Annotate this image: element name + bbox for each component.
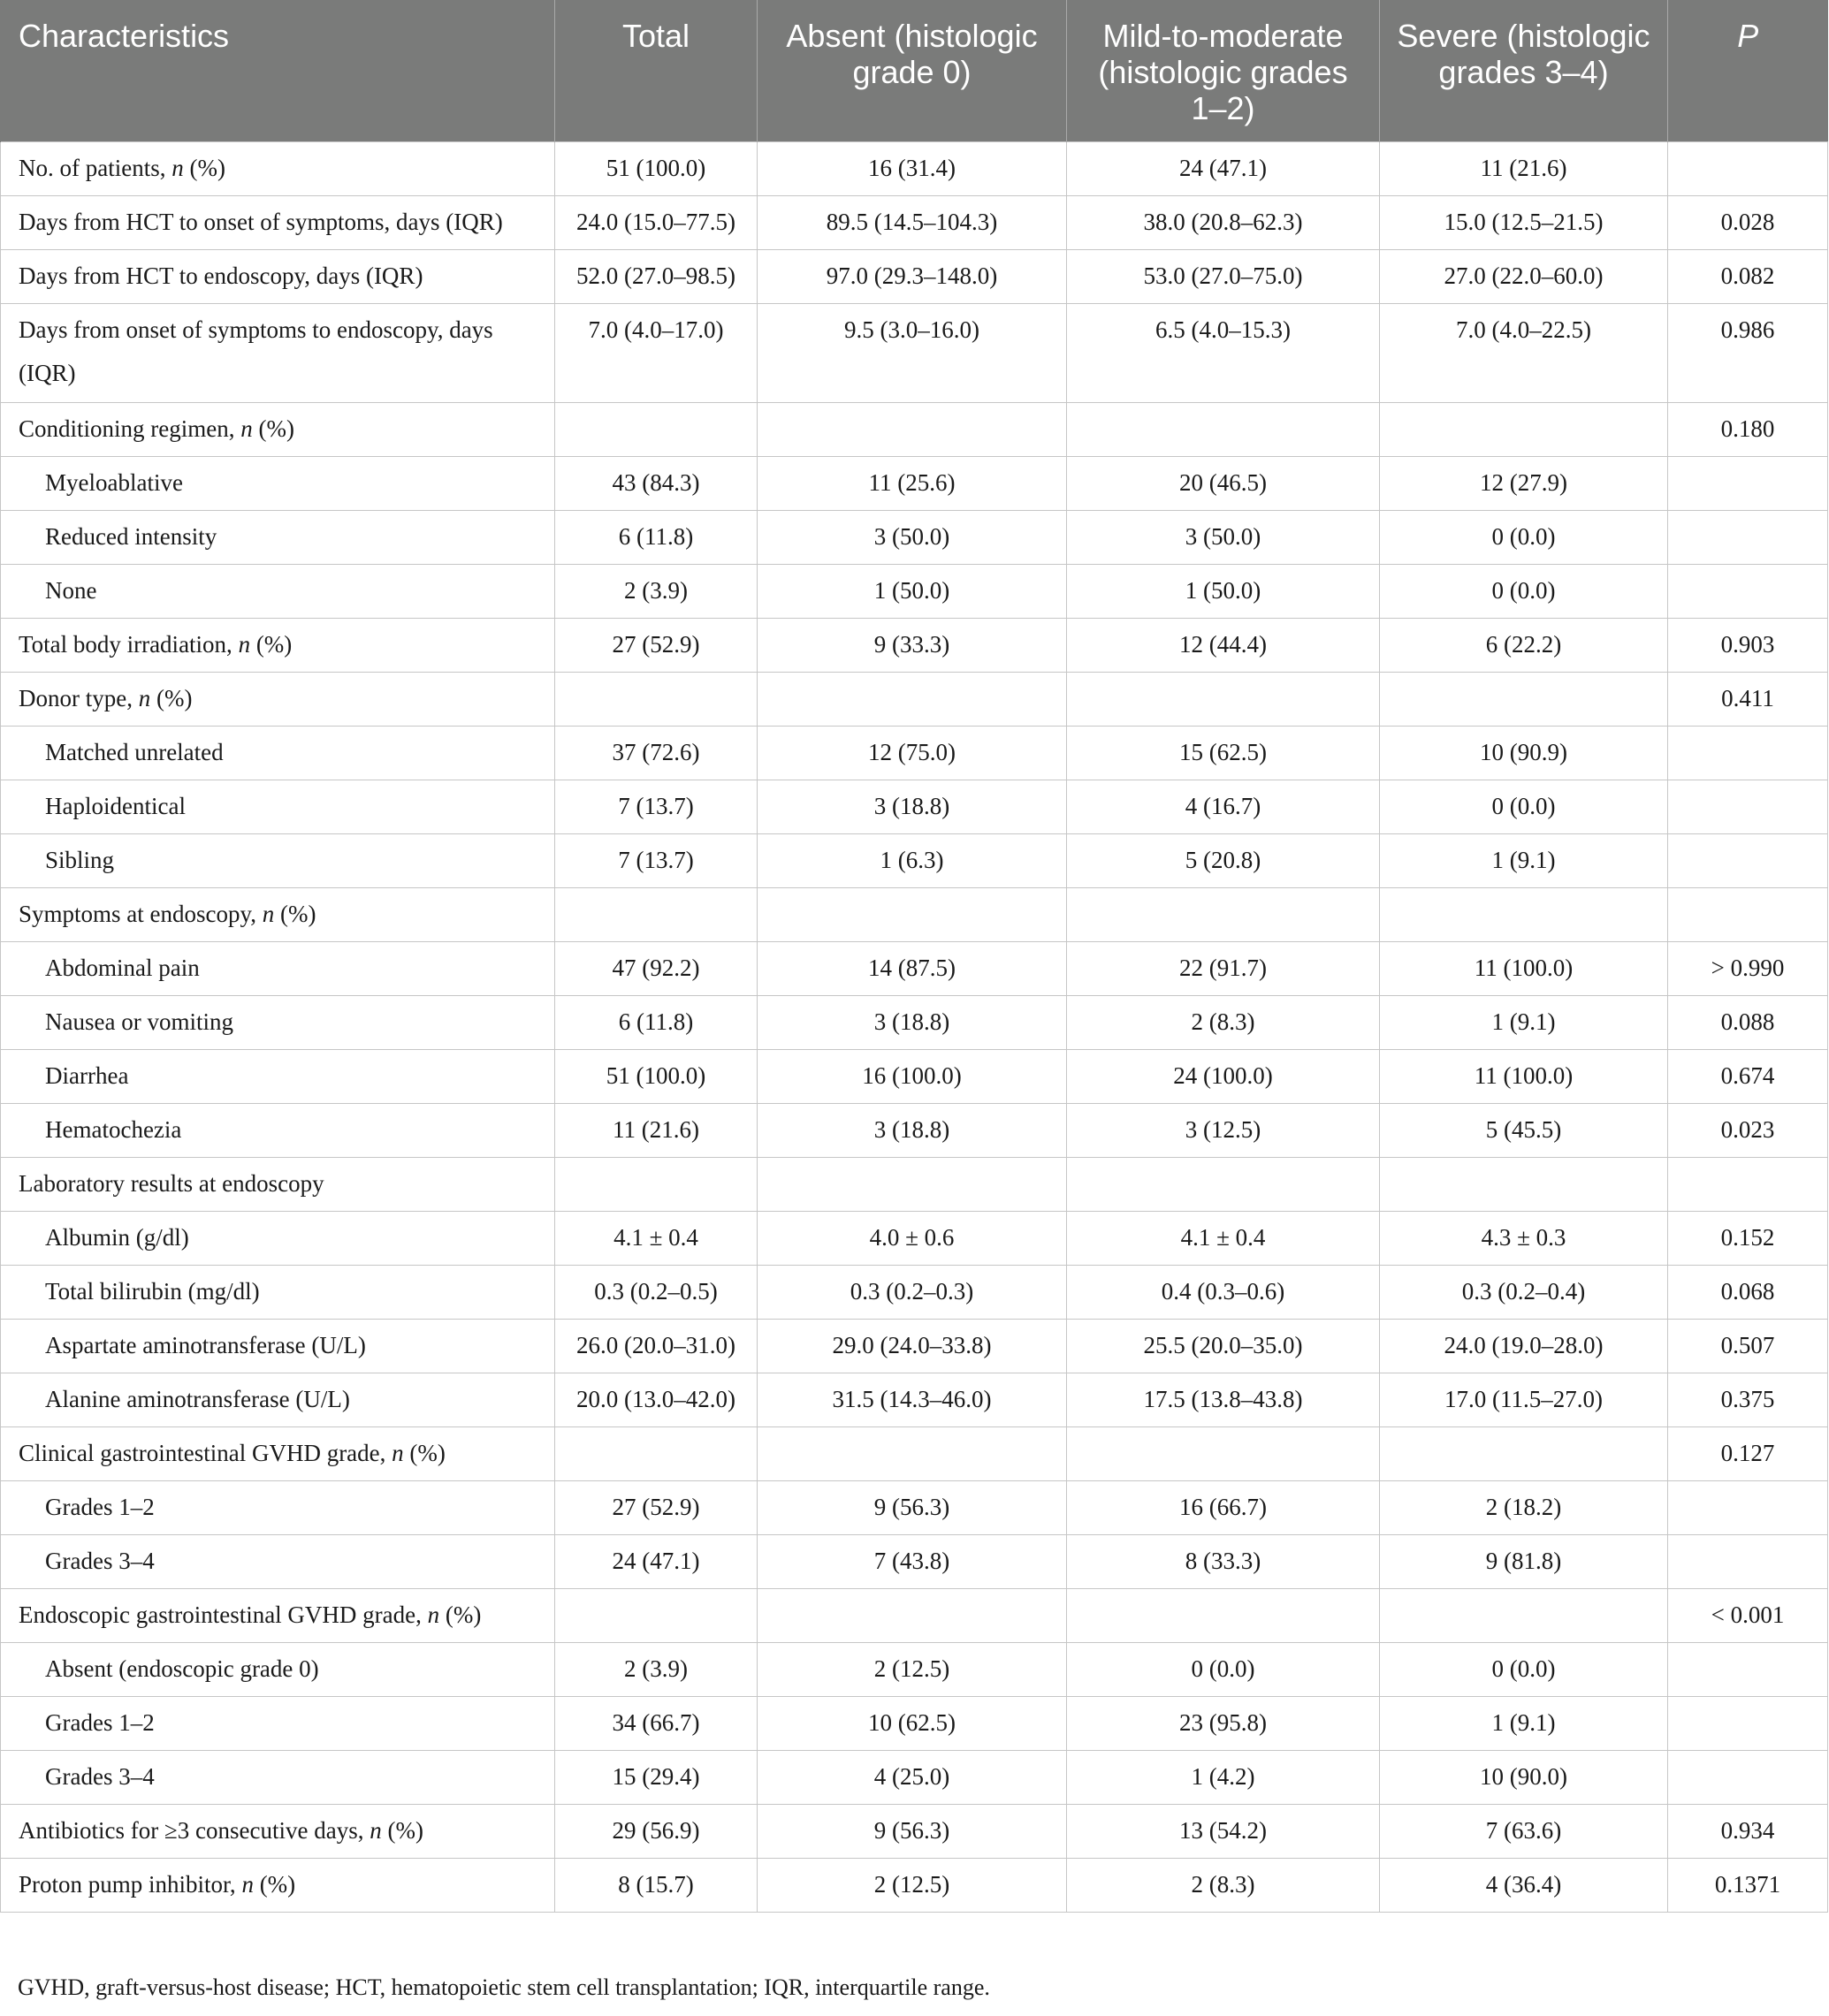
cell-total: 6 (11.8)	[555, 995, 758, 1049]
table-footnote: GVHD, graft-versus-host disease; HCT, hematopoietic stem cell transplantation; IQR, interquartile range.	[18, 1974, 990, 2000]
cell-total	[555, 1426, 758, 1480]
cell-absent	[758, 672, 1067, 726]
cell-absent: 0.3 (0.2–0.3)	[758, 1265, 1067, 1319]
row-label	[1, 1750, 555, 1804]
cell-total: 0.3 (0.2–0.5)	[555, 1265, 758, 1319]
cell-severe: 0 (0.0)	[1380, 780, 1668, 833]
cell-mild-to-moderate	[1067, 1588, 1380, 1642]
cell-severe: 24.0 (19.0–28.0)	[1380, 1319, 1668, 1373]
row-label	[1, 141, 555, 195]
row-label	[1, 887, 555, 941]
cell-mild-to-moderate: 25.5 (20.0–35.0)	[1067, 1319, 1380, 1373]
cell-total: 7 (13.7)	[555, 833, 758, 887]
cell-mild-to-moderate: 13 (54.2)	[1067, 1804, 1380, 1858]
row-label-italic-n: n	[240, 415, 253, 442]
row-label-suffix: (%)	[183, 154, 225, 181]
row-label-text: Grades 1–2	[45, 1493, 155, 1520]
cell-severe: 10 (90.9)	[1380, 726, 1668, 780]
cell-total: 6 (11.8)	[555, 510, 758, 564]
cell-total: 11 (21.6)	[555, 1103, 758, 1157]
row-label-text: None	[45, 576, 97, 604]
cell-absent: 1 (6.3)	[758, 833, 1067, 887]
row-label-suffix: (%)	[250, 630, 293, 658]
row-label	[1, 1211, 555, 1265]
table-row	[1, 456, 1828, 510]
row-label-italic-n: n	[238, 630, 251, 658]
table-row	[1, 249, 1828, 303]
table-row	[1, 1696, 1828, 1750]
table-row	[1, 1211, 1828, 1265]
cell-p-value: < 0.001	[1668, 1588, 1828, 1642]
cell-total: 27 (52.9)	[555, 618, 758, 672]
row-label	[1, 1804, 555, 1858]
cell-severe: 0 (0.0)	[1380, 510, 1668, 564]
cell-mild-to-moderate: 0.4 (0.3–0.6)	[1067, 1265, 1380, 1319]
row-label-text: Myeloablative	[45, 468, 183, 496]
table-row	[1, 887, 1828, 941]
table-row	[1, 1588, 1828, 1642]
table-row	[1, 303, 1828, 402]
cell-mild-to-moderate: 2 (8.3)	[1067, 1858, 1380, 1912]
cell-p-value	[1668, 141, 1828, 195]
cell-p-value	[1668, 887, 1828, 941]
cell-mild-to-moderate: 3 (50.0)	[1067, 510, 1380, 564]
row-label-suffix: (%)	[381, 1816, 423, 1844]
cell-p-value	[1668, 1696, 1828, 1750]
row-label	[1, 672, 555, 726]
cell-mild-to-moderate: 5 (20.8)	[1067, 833, 1380, 887]
table-row	[1, 995, 1828, 1049]
row-label-suffix: (%)	[253, 1870, 296, 1898]
cell-total: 8 (15.7)	[555, 1858, 758, 1912]
cell-absent: 2 (12.5)	[758, 1858, 1067, 1912]
row-label-text: Reduced intensity	[45, 522, 217, 550]
row-label-text: Endoscopic gastrointestinal GVHD grade,	[19, 1601, 428, 1628]
cell-p-value: 0.903	[1668, 618, 1828, 672]
cell-total: 47 (92.2)	[555, 941, 758, 995]
cell-absent: 9 (56.3)	[758, 1804, 1067, 1858]
row-label	[1, 780, 555, 833]
row-label-text: Donor type,	[19, 684, 139, 711]
cell-absent: 3 (18.8)	[758, 780, 1067, 833]
cell-total: 52.0 (27.0–98.5)	[555, 249, 758, 303]
table-row	[1, 941, 1828, 995]
row-label-text: Abdominal pain	[45, 954, 200, 981]
cell-mild-to-moderate	[1067, 887, 1380, 941]
row-label-text: Days from HCT to onset of symptoms, days (IQR)	[19, 208, 503, 235]
row-label	[1, 1588, 555, 1642]
cell-p-value	[1668, 780, 1828, 833]
row-label-text: Antibiotics for ≥3 consecutive days,	[19, 1816, 370, 1844]
row-label	[1, 1642, 555, 1696]
cell-absent	[758, 887, 1067, 941]
table-row	[1, 1534, 1828, 1588]
cell-total: 15 (29.4)	[555, 1750, 758, 1804]
row-label	[1, 1696, 555, 1750]
cell-absent: 12 (75.0)	[758, 726, 1067, 780]
cell-absent: 7 (43.8)	[758, 1534, 1067, 1588]
cell-total: 29 (56.9)	[555, 1804, 758, 1858]
cell-severe: 11 (100.0)	[1380, 1049, 1668, 1103]
cell-total: 34 (66.7)	[555, 1696, 758, 1750]
cell-mild-to-moderate	[1067, 1426, 1380, 1480]
cell-total	[555, 887, 758, 941]
row-label	[1, 995, 555, 1049]
table-row	[1, 780, 1828, 833]
cell-p-value: 0.127	[1668, 1426, 1828, 1480]
cell-severe: 6 (22.2)	[1380, 618, 1668, 672]
cell-severe: 4.3 ± 0.3	[1380, 1211, 1668, 1265]
cell-mild-to-moderate: 1 (4.2)	[1067, 1750, 1380, 1804]
cell-total: 51 (100.0)	[555, 141, 758, 195]
row-label-suffix: (%)	[403, 1439, 446, 1466]
cell-p-value: 0.375	[1668, 1373, 1828, 1426]
row-label	[1, 1103, 555, 1157]
cell-absent	[758, 1426, 1067, 1480]
cell-total: 7.0 (4.0–17.0)	[555, 303, 758, 402]
cell-absent	[758, 1157, 1067, 1211]
cell-p-value: 0.068	[1668, 1265, 1828, 1319]
header-absent: Absent (histologic grade 0)	[758, 0, 1067, 141]
cell-p-value	[1668, 564, 1828, 618]
cell-severe: 9 (81.8)	[1380, 1534, 1668, 1588]
row-label-text: No. of patients,	[19, 154, 172, 181]
row-label	[1, 1049, 555, 1103]
cell-p-value: 0.674	[1668, 1049, 1828, 1103]
row-label-text: Sibling	[45, 846, 115, 873]
row-label-text: Conditioning regimen,	[19, 415, 241, 442]
row-label	[1, 1373, 555, 1426]
cell-severe: 7.0 (4.0–22.5)	[1380, 303, 1668, 402]
cell-total: 37 (72.6)	[555, 726, 758, 780]
row-label-italic-n: n	[427, 1601, 440, 1628]
row-label-text: Hematochezia	[45, 1115, 182, 1143]
cell-severe: 0 (0.0)	[1380, 564, 1668, 618]
cell-total	[555, 1157, 758, 1211]
cell-absent: 11 (25.6)	[758, 456, 1067, 510]
cell-p-value: > 0.990	[1668, 941, 1828, 995]
row-label-italic-n: n	[171, 154, 184, 181]
cell-severe	[1380, 672, 1668, 726]
row-label-text: Days from HCT to endoscopy, days (IQR)	[19, 262, 423, 289]
cell-severe: 1 (9.1)	[1380, 995, 1668, 1049]
cell-mild-to-moderate: 53.0 (27.0–75.0)	[1067, 249, 1380, 303]
table-row	[1, 726, 1828, 780]
cell-total: 20.0 (13.0–42.0)	[555, 1373, 758, 1426]
row-label	[1, 833, 555, 887]
cell-severe	[1380, 1426, 1668, 1480]
cell-absent: 14 (87.5)	[758, 941, 1067, 995]
row-label-suffix: (%)	[439, 1601, 482, 1628]
cell-p-value: 0.023	[1668, 1103, 1828, 1157]
cell-mild-to-moderate: 0 (0.0)	[1067, 1642, 1380, 1696]
row-label	[1, 1534, 555, 1588]
cell-mild-to-moderate: 1 (50.0)	[1067, 564, 1380, 618]
table-row	[1, 195, 1828, 249]
row-label-text: Grades 3–4	[45, 1547, 155, 1574]
cell-mild-to-moderate: 15 (62.5)	[1067, 726, 1380, 780]
table-row	[1, 1642, 1828, 1696]
cell-severe: 27.0 (22.0–60.0)	[1380, 249, 1668, 303]
table-row	[1, 1804, 1828, 1858]
cell-total: 24.0 (15.0–77.5)	[555, 195, 758, 249]
cell-absent: 16 (31.4)	[758, 141, 1067, 195]
cell-mild-to-moderate: 24 (100.0)	[1067, 1049, 1380, 1103]
cell-total	[555, 402, 758, 456]
table-row	[1, 1750, 1828, 1804]
cell-mild-to-moderate: 24 (47.1)	[1067, 141, 1380, 195]
cell-severe: 15.0 (12.5–21.5)	[1380, 195, 1668, 249]
table-row	[1, 564, 1828, 618]
cell-p-value	[1668, 1157, 1828, 1211]
row-label-text: Total bilirubin (mg/dl)	[45, 1277, 260, 1305]
cell-absent: 9 (33.3)	[758, 618, 1067, 672]
cell-severe: 17.0 (11.5–27.0)	[1380, 1373, 1668, 1426]
cell-p-value: 0.028	[1668, 195, 1828, 249]
row-label-suffix: (%)	[252, 415, 294, 442]
table-row	[1, 618, 1828, 672]
row-label-text: Days from onset of symptoms to endoscopy, days (IQR)	[19, 316, 493, 386]
row-label-text: Grades 3–4	[45, 1762, 155, 1790]
cell-p-value: 0.082	[1668, 249, 1828, 303]
header-mild-to-moderate: Mild-to-moderate (histologic grades 1–2)	[1067, 0, 1380, 141]
cell-absent: 29.0 (24.0–33.8)	[758, 1319, 1067, 1373]
row-label	[1, 941, 555, 995]
row-label	[1, 456, 555, 510]
row-label-text: Matched unrelated	[45, 738, 224, 765]
cell-p-value: 0.411	[1668, 672, 1828, 726]
row-label	[1, 1480, 555, 1534]
cell-severe	[1380, 1157, 1668, 1211]
table-row	[1, 402, 1828, 456]
cell-severe: 2 (18.2)	[1380, 1480, 1668, 1534]
cell-mild-to-moderate: 22 (91.7)	[1067, 941, 1380, 995]
cell-absent	[758, 1588, 1067, 1642]
row-label	[1, 726, 555, 780]
row-label-italic-n: n	[262, 900, 275, 927]
row-label-text: Alanine aminotransferase (U/L)	[45, 1385, 350, 1412]
table-row	[1, 672, 1828, 726]
row-label-text: Total body irradiation,	[19, 630, 239, 658]
cell-mild-to-moderate: 8 (33.3)	[1067, 1534, 1380, 1588]
cell-severe	[1380, 402, 1668, 456]
cell-absent: 4.0 ± 0.6	[758, 1211, 1067, 1265]
row-label	[1, 1157, 555, 1211]
table-body	[1, 141, 1828, 1912]
cell-mild-to-moderate: 23 (95.8)	[1067, 1696, 1380, 1750]
cell-severe: 11 (21.6)	[1380, 141, 1668, 195]
cell-mild-to-moderate: 4.1 ± 0.4	[1067, 1211, 1380, 1265]
row-label	[1, 303, 555, 402]
row-label-text: Diarrhea	[45, 1061, 129, 1089]
cell-total: 26.0 (20.0–31.0)	[555, 1319, 758, 1373]
cell-severe: 7 (63.6)	[1380, 1804, 1668, 1858]
cell-p-value: 0.507	[1668, 1319, 1828, 1373]
row-label-text: Albumin (g/dl)	[45, 1223, 189, 1251]
cell-absent: 9.5 (3.0–16.0)	[758, 303, 1067, 402]
header-severe: Severe (histologic grades 3–4)	[1380, 0, 1668, 141]
cell-p-value	[1668, 1534, 1828, 1588]
row-label-text: Haploidentical	[45, 792, 186, 819]
row-label	[1, 1426, 555, 1480]
cell-severe: 12 (27.9)	[1380, 456, 1668, 510]
row-label-text: Proton pump inhibitor,	[19, 1870, 242, 1898]
cell-mild-to-moderate: 4 (16.7)	[1067, 780, 1380, 833]
row-label	[1, 249, 555, 303]
cell-absent: 16 (100.0)	[758, 1049, 1067, 1103]
cell-total: 43 (84.3)	[555, 456, 758, 510]
cell-severe: 0.3 (0.2–0.4)	[1380, 1265, 1668, 1319]
cell-absent: 4 (25.0)	[758, 1750, 1067, 1804]
table-row	[1, 1103, 1828, 1157]
table-row	[1, 1049, 1828, 1103]
cell-mild-to-moderate: 17.5 (13.8–43.8)	[1067, 1373, 1380, 1426]
row-label-suffix: (%)	[150, 684, 193, 711]
cell-p-value	[1668, 456, 1828, 510]
row-label-italic-n: n	[392, 1439, 404, 1466]
row-label	[1, 618, 555, 672]
header-total: Total	[555, 0, 758, 141]
cell-absent: 2 (12.5)	[758, 1642, 1067, 1696]
row-label	[1, 1858, 555, 1912]
row-label-suffix: (%)	[274, 900, 316, 927]
cell-absent: 10 (62.5)	[758, 1696, 1067, 1750]
cell-p-value	[1668, 833, 1828, 887]
cell-p-value	[1668, 1642, 1828, 1696]
table-row	[1, 1858, 1828, 1912]
cell-mild-to-moderate: 38.0 (20.8–62.3)	[1067, 195, 1380, 249]
cell-total	[555, 1588, 758, 1642]
row-label-text: Aspartate aminotransferase (U/L)	[45, 1331, 366, 1358]
cell-severe: 0 (0.0)	[1380, 1642, 1668, 1696]
row-label-italic-n: n	[138, 684, 151, 711]
row-label	[1, 1265, 555, 1319]
cell-p-value	[1668, 726, 1828, 780]
table-row	[1, 510, 1828, 564]
cell-p-value: 0.986	[1668, 303, 1828, 402]
table-row	[1, 833, 1828, 887]
row-label-text: Clinical gastrointestinal GVHD grade,	[19, 1439, 392, 1466]
cell-severe: 1 (9.1)	[1380, 1696, 1668, 1750]
cell-severe: 11 (100.0)	[1380, 941, 1668, 995]
cell-mild-to-moderate: 3 (12.5)	[1067, 1103, 1380, 1157]
cell-total	[555, 672, 758, 726]
row-label-text: Laboratory results at endoscopy	[19, 1169, 324, 1197]
cell-p-value	[1668, 1480, 1828, 1534]
cell-severe: 5 (45.5)	[1380, 1103, 1668, 1157]
cell-p-value	[1668, 1750, 1828, 1804]
cell-absent: 31.5 (14.3–46.0)	[758, 1373, 1067, 1426]
cell-total: 24 (47.1)	[555, 1534, 758, 1588]
cell-absent: 3 (50.0)	[758, 510, 1067, 564]
cell-mild-to-moderate: 2 (8.3)	[1067, 995, 1380, 1049]
table-row	[1, 141, 1828, 195]
cell-mild-to-moderate: 12 (44.4)	[1067, 618, 1380, 672]
cell-severe: 4 (36.4)	[1380, 1858, 1668, 1912]
cell-total: 51 (100.0)	[555, 1049, 758, 1103]
cell-severe	[1380, 887, 1668, 941]
cell-severe	[1380, 1588, 1668, 1642]
cell-severe: 10 (90.0)	[1380, 1750, 1668, 1804]
row-label-text: Grades 1–2	[45, 1708, 155, 1736]
row-label	[1, 195, 555, 249]
cell-mild-to-moderate: 16 (66.7)	[1067, 1480, 1380, 1534]
cell-total: 27 (52.9)	[555, 1480, 758, 1534]
cell-absent: 9 (56.3)	[758, 1480, 1067, 1534]
cell-absent: 89.5 (14.5–104.3)	[758, 195, 1067, 249]
cell-p-value: 0.152	[1668, 1211, 1828, 1265]
cell-total: 2 (3.9)	[555, 1642, 758, 1696]
cell-absent: 3 (18.8)	[758, 995, 1067, 1049]
row-label-text: Nausea or vomiting	[45, 1008, 233, 1035]
header-p-value: P	[1668, 0, 1828, 141]
cell-mild-to-moderate	[1067, 402, 1380, 456]
cell-absent	[758, 402, 1067, 456]
cell-p-value: 0.934	[1668, 1804, 1828, 1858]
row-label-text: Absent (endoscopic grade 0)	[45, 1655, 319, 1682]
cell-mild-to-moderate: 6.5 (4.0–15.3)	[1067, 303, 1380, 402]
row-label-italic-n: n	[241, 1870, 254, 1898]
cell-severe: 1 (9.1)	[1380, 833, 1668, 887]
row-label-italic-n: n	[370, 1816, 382, 1844]
row-label	[1, 510, 555, 564]
table-row	[1, 1480, 1828, 1534]
cell-absent: 3 (18.8)	[758, 1103, 1067, 1157]
cell-mild-to-moderate	[1067, 1157, 1380, 1211]
cell-mild-to-moderate: 20 (46.5)	[1067, 456, 1380, 510]
cell-p-value: 0.180	[1668, 402, 1828, 456]
cell-p-value: 0.088	[1668, 995, 1828, 1049]
row-label	[1, 564, 555, 618]
table-header-row	[1, 0, 1828, 141]
cell-total: 7 (13.7)	[555, 780, 758, 833]
cell-absent: 1 (50.0)	[758, 564, 1067, 618]
row-label	[1, 402, 555, 456]
table-row	[1, 1265, 1828, 1319]
table-row	[1, 1426, 1828, 1480]
table-row	[1, 1319, 1828, 1373]
cell-total: 4.1 ± 0.4	[555, 1211, 758, 1265]
table-row	[1, 1373, 1828, 1426]
header-characteristics: Characteristics	[1, 0, 555, 141]
cell-mild-to-moderate	[1067, 672, 1380, 726]
row-label	[1, 1319, 555, 1373]
cell-p-value	[1668, 510, 1828, 564]
cell-p-value: 0.1371	[1668, 1858, 1828, 1912]
row-label-text: Symptoms at endoscopy,	[19, 900, 263, 927]
cell-total: 2 (3.9)	[555, 564, 758, 618]
table-row	[1, 1157, 1828, 1211]
cell-absent: 97.0 (29.3–148.0)	[758, 249, 1067, 303]
